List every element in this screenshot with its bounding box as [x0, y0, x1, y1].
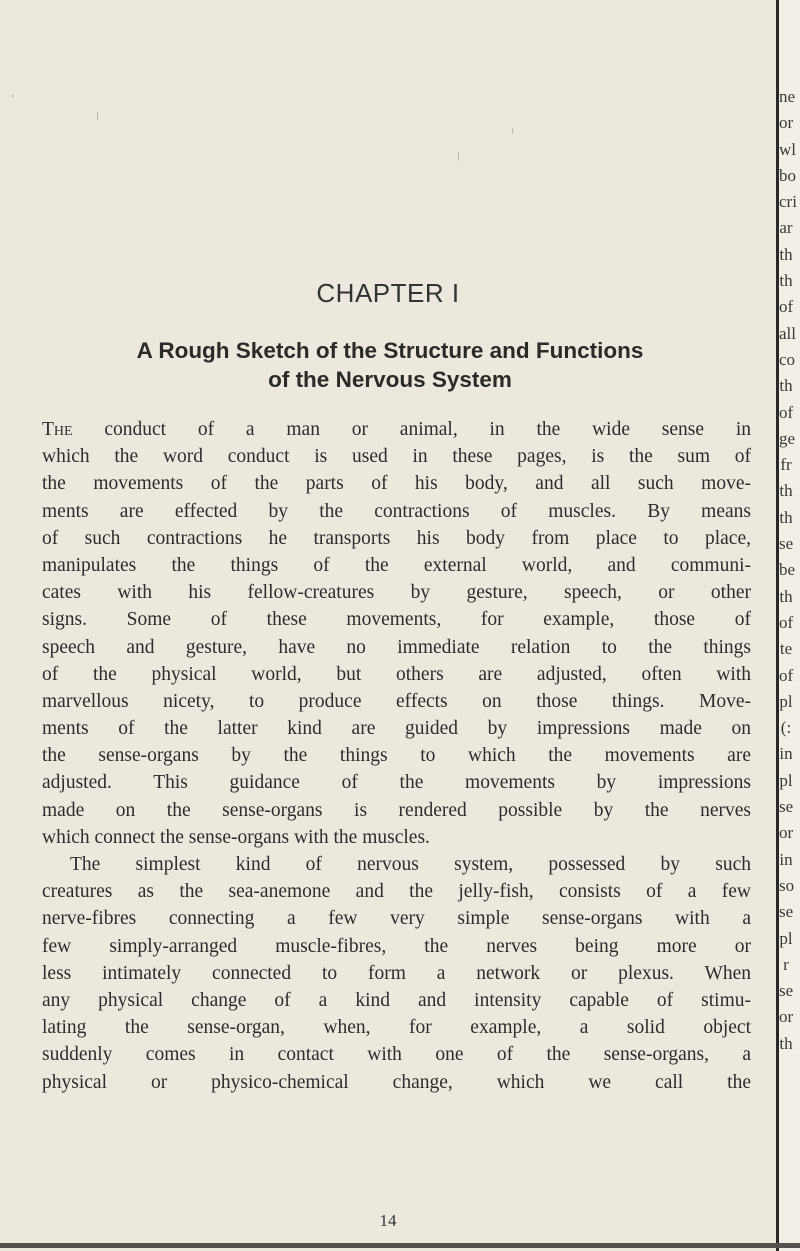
facing-page-fragment: ar: [779, 218, 793, 238]
text-line: of such contractions he transports his body from place to place,: [42, 527, 751, 549]
text-line: manipulates the things of the external world, and communi-: [42, 554, 751, 576]
facing-page-fragment: th: [779, 481, 793, 501]
text-line: the movements of the parts of his body, and all such move-: [42, 473, 751, 495]
facing-page-fragment: se: [779, 902, 794, 922]
text-line: creatures as the sea-anemone and the jelly-fish, consists of a few: [42, 881, 751, 903]
facing-page-fragment: or: [779, 1007, 794, 1027]
text-line: ments of the latter kind are guided by impressions made on: [42, 718, 751, 740]
facing-page-fragment: th: [779, 507, 793, 527]
text-line: cates with his fellow-creatures by gesture, speech, or other: [42, 582, 751, 604]
facing-page-fragment: in: [779, 744, 793, 764]
facing-page-fragment: th: [779, 244, 793, 264]
chapter-heading: CHAPTER I: [316, 278, 460, 308]
paragraph-1-first-line: [42, 416, 751, 443]
facing-page-fragment: of: [779, 665, 794, 685]
text-line: any physical change of a kind and intensity capable of stimu-: [42, 989, 751, 1011]
facing-page-fragment: th: [779, 376, 793, 396]
facing-page-fragment: of: [779, 402, 794, 422]
facing-page-edge: [776, 0, 800, 1251]
chapter-title-line-1: A Rough Sketch of the Structure and Functions: [136, 338, 644, 363]
facing-page-fragment: se: [779, 797, 794, 817]
facing-page-fragment: all: [779, 323, 796, 343]
text-line: made on the sense-organs is rendered possible by the nerves: [42, 799, 751, 821]
facing-page-fragment: be: [779, 560, 796, 580]
paper-speck: [512, 128, 513, 134]
facing-page-fragment: or: [779, 823, 794, 843]
facing-page-fragment: fr: [780, 455, 792, 475]
facing-page-fragment: of: [779, 612, 794, 632]
facing-page-fragment: pl: [779, 770, 793, 790]
facing-page-fragment: or: [779, 113, 794, 133]
bottom-edge-rule: [0, 1243, 800, 1248]
facing-page-fragment: wl: [779, 139, 796, 159]
text-line: The simplest kind of nervous system, possessed by such: [70, 854, 751, 875]
facing-page-fragment: r: [783, 954, 789, 974]
facing-page-fragment: of: [779, 297, 794, 317]
text-line: speech and gesture, have no immediate relation to the things: [42, 636, 751, 658]
text-line: which the word conduct is used in these pages, is the sum of: [42, 446, 751, 468]
facing-page-fragment: in: [779, 849, 793, 869]
paper-speck: [458, 152, 459, 161]
facing-page-fragment: th: [779, 271, 793, 291]
facing-page-fragment: ge: [779, 428, 796, 448]
text-line: ments are effected by the contractions of muscles. By means: [42, 500, 751, 522]
paper-speck: [97, 112, 98, 120]
body-text: [42, 416, 751, 1096]
chapter-title: [40, 336, 740, 394]
facing-page-fragment: pl: [779, 928, 793, 948]
text-line: less intimately connected to form a network or plexus. When: [42, 962, 751, 984]
facing-page-fragment: cri: [779, 192, 797, 212]
paragraph-1-first-word: The: [42, 419, 73, 440]
facing-page-fragment: pl: [779, 691, 793, 711]
facing-page-fragment: te: [779, 639, 793, 659]
text-line: nerve-fibres connecting a few very simple sense-organs with a: [42, 908, 751, 930]
paragraph-1-first-line-rest: conduct of a man or animal, in the wide sense in: [72, 419, 751, 440]
text-line: signs. Some of these movements, for example, those of: [42, 609, 751, 631]
facing-page-fragment: th: [779, 1033, 793, 1053]
text-line: which connect the sense-organs with the muscles.: [42, 826, 430, 848]
text-line: physical or physico-chemical change, which we call the: [42, 1071, 751, 1093]
text-line: few simply-arranged muscle-fibres, the nerves being more or: [42, 935, 751, 957]
facing-page-fragment: th: [779, 586, 793, 606]
text-line: adjusted. This guidance of the movements by impressions: [42, 772, 751, 794]
facing-page-fragment: (:: [780, 718, 792, 738]
text-line: marvellous nicety, to produce effects on those things. Move-: [42, 690, 751, 712]
text-line: the sense-organs by the things to which the movements are: [42, 745, 751, 767]
page-number: 14: [379, 1211, 397, 1230]
chapter-title-line-2: of the Nervous System: [268, 367, 512, 392]
text-line: of the physical world, but others are adjusted, often with: [42, 663, 751, 685]
facing-page-fragment: se: [779, 981, 794, 1001]
facing-page-fragments: [779, 0, 800, 1057]
text-line: lating the sense-organ, when, for example, a solid object: [42, 1017, 751, 1039]
facing-page-fragment: ne: [779, 87, 796, 106]
facing-page-fragment: co: [779, 349, 796, 369]
text-line: suddenly comes in contact with one of the sense-organs, a: [42, 1044, 751, 1066]
facing-page-fragment: se: [779, 534, 794, 554]
facing-page-fragment: so: [779, 875, 795, 895]
paper-speck: [12, 95, 14, 97]
facing-page-fragment: bo: [779, 165, 796, 185]
